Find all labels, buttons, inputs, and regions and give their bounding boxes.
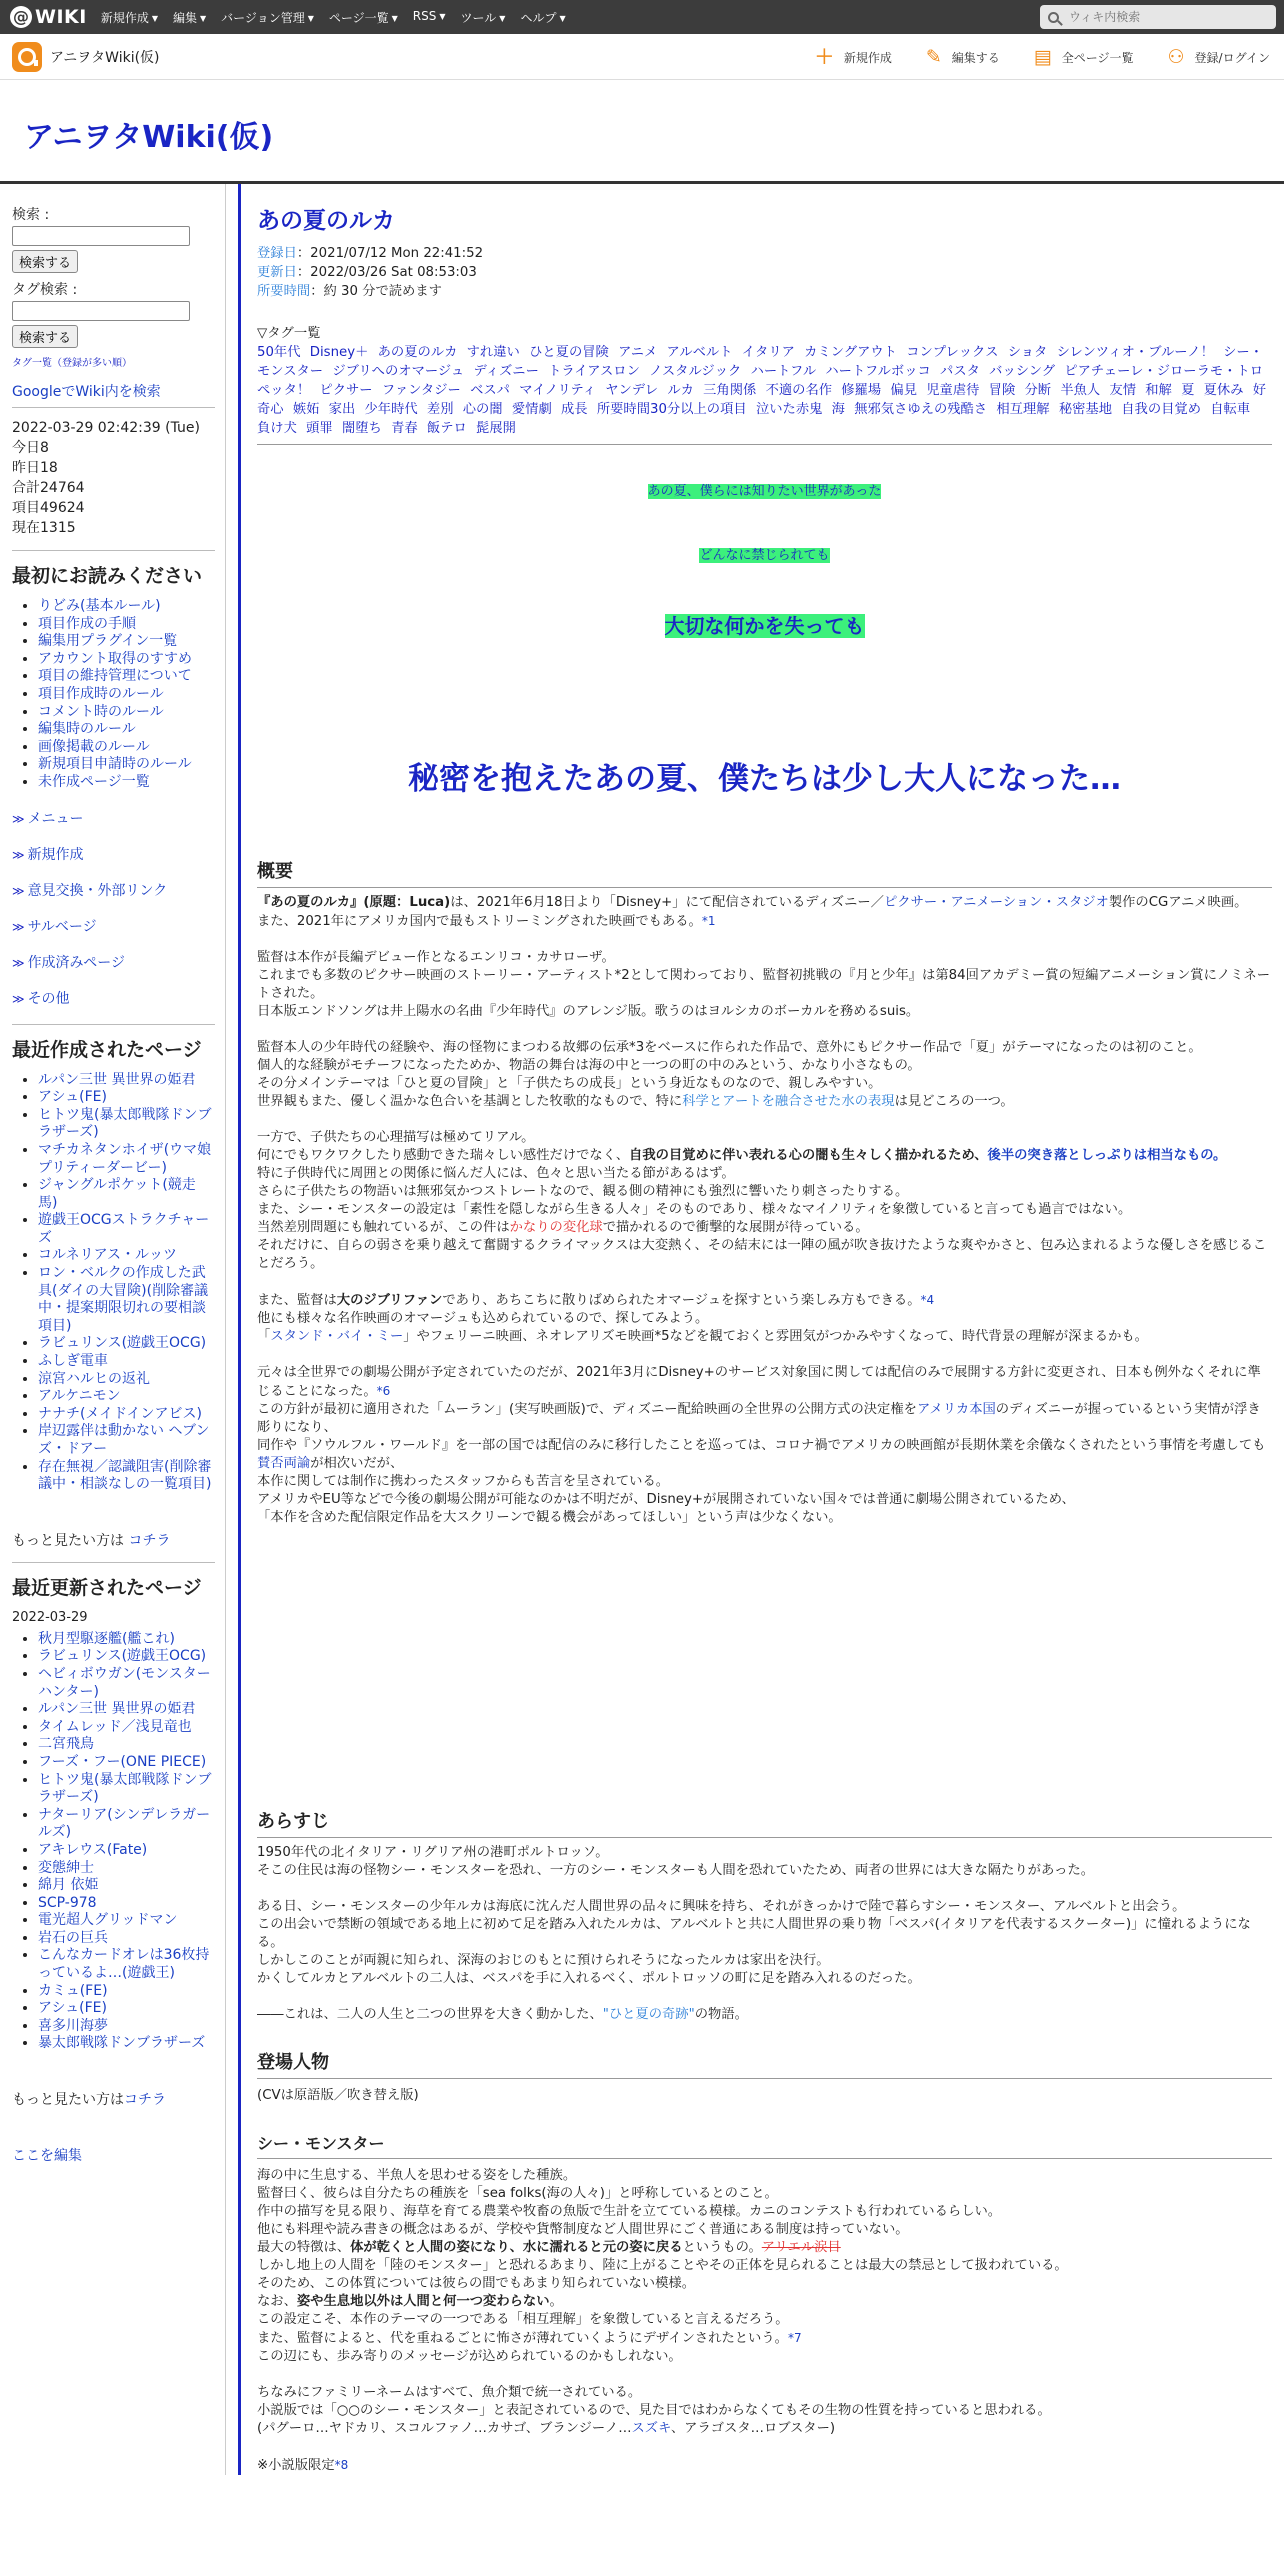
chevron-down-icon: ▼ <box>200 13 207 23</box>
recent-updated-heading: 最近更新されたページ <box>12 1562 215 1600</box>
login-button[interactable]: ⚇ 登録/ログイン <box>1167 45 1270 68</box>
read-first-item[interactable]: 未作成ページ一覧 <box>38 773 150 790</box>
usa-link[interactable]: アメリカ本国 <box>916 1402 996 1417</box>
menu-new[interactable]: 新規作成 ▼ <box>100 10 158 25</box>
tag-link[interactable]: コンプレックス <box>906 345 999 360</box>
tag-link[interactable]: マイノリティ <box>519 383 597 398</box>
tag-toggle[interactable]: ▽タグ一覧 <box>257 326 321 341</box>
footnote-link[interactable]: *8 <box>334 2458 349 2472</box>
wiki-search-box <box>1040 5 1276 29</box>
recent-updated-item[interactable]: SCP-978 <box>38 1894 97 1911</box>
read-first-item[interactable]: 項目の維持管理について <box>38 668 192 685</box>
tag-link[interactable]: ジブリへのオマージュ <box>332 364 465 379</box>
recent-created-item[interactable]: コルネリアス・ルッツ <box>38 1247 178 1264</box>
tag-link[interactable]: 児童虐待 <box>926 383 980 398</box>
tag-link[interactable]: シー・モンスター <box>257 345 1264 379</box>
recent-updated-item[interactable]: アシュ(FE) <box>38 2000 107 2017</box>
toolbar-actions <box>781 34 1270 80</box>
tag-link[interactable]: イタリア <box>741 345 795 360</box>
read-first-item[interactable]: りどみ(基本ルール) <box>38 598 161 614</box>
read-first-list <box>12 598 215 792</box>
characters-note: (CVは原語版／吹き替え版) <box>257 2088 419 2103</box>
tag-link[interactable]: 差別 <box>426 402 454 417</box>
readtime-value: ：約 30 分で読めます <box>310 284 442 299</box>
sidebar-link-opinion[interactable]: ≫ 意見交換・外部リンク <box>12 882 168 899</box>
double-chevron-right-icon: ≫ <box>12 811 25 826</box>
tag-link[interactable]: 頭罪 <box>306 421 333 436</box>
tag-search-label: タグ検索 : <box>12 282 78 298</box>
access-counter <box>12 418 215 538</box>
overview-heading: 概要 <box>257 863 1272 888</box>
tagline-3: 大切な何かを失っても <box>664 614 865 638</box>
tag-link[interactable]: ショタ <box>1007 345 1048 360</box>
synopsis-body: 1950年代の北イタリア・リグリア州の港町ポルトロッソ。 そこの住民は海の怪物シー・モンスターを恐れ、一方のシー・モンスターも人間を恐れていたため、両者の世界には大きな隔たりがあった。 ある日、シー・モンスターの少年ルカは海底に沈んだ人間世界の品々に興味を持ち、それがきっかけで陸で暮らすシー・モンスター、アルベルトと出会う。 この出会いで禁断の領域である地上に初めて足を踏み入れたルカは、アルベルトと共に人間世界の乗り物「ベスパ(イタリアを代表するスクーター)」に憧れるようになる。 しかしこのことが両親に知られ、深海のおじのもとに預けられそうになったルカは家出を決行。 かくしてルカとアルベルトの二人は、ベスパを手に入れるべく、ポルトロッソの町に足を踏み入れるのだった。 ――これは、二人の人生と二つの世界を大きく動かした、"ひと夏の奇跡"の物語。 <box>257 1845 1251 2022</box>
tag-link[interactable]: ピクサー <box>319 383 373 398</box>
tag-cloud <box>257 343 1272 438</box>
tag-search-input[interactable] <box>12 301 190 321</box>
menu-tools[interactable]: ツール ▼ <box>460 10 506 25</box>
tag-link[interactable]: 成長 <box>560 402 588 417</box>
updated-date: ：2022/03/26 Sat 08:53:03 <box>296 265 477 280</box>
tag-link[interactable]: 心の闇 <box>462 402 503 417</box>
tag-link[interactable]: 秘密基地 <box>1058 402 1112 417</box>
suzuki-link[interactable]: スズキ <box>631 2421 671 2436</box>
recent-updated-item[interactable]: 岩石の巨兵 <box>38 1929 108 1946</box>
read-first-heading: 最初にお読みください <box>12 550 215 588</box>
recent-updated-item[interactable]: 喜多川海夢 <box>38 2017 108 2034</box>
tag-link[interactable]: 友情 <box>1109 383 1137 398</box>
tag-link[interactable]: Disney＋ <box>309 345 369 360</box>
sidebar-link-salvage[interactable]: ≫ サルベージ <box>12 918 97 935</box>
tag-list-link[interactable]: タグ一覧（登録が多い順） <box>12 358 132 369</box>
read-first-item[interactable]: 項目作成時のルール <box>38 685 164 702</box>
tagline-1: あの夏、僕らには知りたい世界があった <box>647 484 882 499</box>
read-first-item[interactable]: 編集用プラグイン一覧 <box>38 633 178 650</box>
tag-link[interactable]: 闇堕ち <box>341 421 382 436</box>
recent-created-item[interactable]: 遊戯王OCGストラクチャーズ <box>38 1212 210 1246</box>
tag-link[interactable]: 泣いた赤鬼 <box>755 402 823 417</box>
tag-link[interactable]: バッシング <box>989 364 1056 379</box>
site-name[interactable]: アニヲタWiki(仮) <box>50 49 160 66</box>
search-label: 検索 : <box>12 207 50 223</box>
readtime-label: 所要時間 <box>257 284 311 299</box>
recent-created-list <box>12 1072 215 1494</box>
tag-link[interactable]: 飯テロ <box>426 421 467 436</box>
recent-created-item[interactable]: アルケニモン <box>38 1388 121 1405</box>
read-first-item[interactable]: 新規項目申請時のルール <box>38 756 192 773</box>
chevron-down-icon: ▼ <box>559 13 566 23</box>
chevron-down-icon: ▼ <box>391 13 398 23</box>
tag-link[interactable]: すれ違い <box>466 345 520 360</box>
tag-link[interactable]: アルベルト <box>666 345 733 360</box>
miracle-link[interactable]: "ひと夏の奇跡" <box>602 2007 695 2022</box>
tag-link[interactable]: 自我の目覚め <box>1121 402 1202 417</box>
tag-link[interactable]: 夏休み <box>1203 383 1244 398</box>
tag-link[interactable]: シレンツィオ・ブルーノ！ <box>1056 345 1214 360</box>
tag-link[interactable]: 髭展開 <box>476 421 516 436</box>
tag-link[interactable]: ヤンデレ <box>605 383 659 398</box>
recent-updated-item[interactable]: 変態紳士 <box>38 1859 94 1876</box>
tag-search-button[interactable]: 検索する <box>12 325 78 348</box>
tag-link[interactable]: 自転車 <box>1210 402 1251 417</box>
recent-updated-item[interactable]: こんなカードオレは36枚持っているよ…(遊戯王) <box>38 1947 210 1982</box>
wiki-logo-text: WIKI <box>35 6 87 28</box>
recent-updated-item[interactable]: フーズ・フー(ONE PIECE) <box>38 1753 207 1770</box>
tag-link[interactable]: 嫉妬 <box>292 402 320 417</box>
tag-link[interactable]: 海 <box>831 402 845 417</box>
recent-created-item[interactable]: ロン・ベルクの作成した武具(ダイの大冒険)(削除審議中・提案期限切れの要相談項目) <box>38 1265 209 1334</box>
double-chevron-right-icon: ≫ <box>12 919 25 934</box>
menu-rss[interactable]: RSS ▼ <box>412 8 446 23</box>
tag-link[interactable]: 青春 <box>391 421 418 436</box>
recent-updated-item[interactable]: 暴太郎戦隊ドンブラザーズ <box>38 2035 206 2052</box>
recent-created-item[interactable]: 涼宮ハルヒの返礼 <box>38 1370 150 1387</box>
new-page-button[interactable]: ＋ 新規作成 <box>814 45 892 68</box>
tagline-main: 秘密を抱えたあの夏、僕たちは少し大人になった… <box>408 761 1121 797</box>
registered-label: 登録日 <box>257 246 297 261</box>
tag-link[interactable]: 分断 <box>1024 383 1052 398</box>
tag-link[interactable]: トライアスロン <box>548 364 640 379</box>
footnote-link[interactable]: *4 <box>920 1293 935 1307</box>
tag-link[interactable]: ピアチェーレ・ジローラモ・トロペッタ！ <box>257 364 1264 398</box>
double-chevron-right-icon: ≫ <box>12 955 25 970</box>
water-expression-link[interactable]: 科学とアートを融合させた水の表現 <box>682 1094 895 1109</box>
sidebar-search-button[interactable]: 検索する <box>12 250 78 273</box>
footnote-link[interactable]: *7 <box>787 2331 802 2345</box>
pages-icon: ▤ <box>1033 45 1052 68</box>
tag-link[interactable]: 夏 <box>1181 383 1195 398</box>
footnote-link[interactable]: *6 <box>376 1384 391 1398</box>
double-chevron-right-icon: ≫ <box>12 883 25 898</box>
top-menu <box>101 9 581 26</box>
recent-updated-item[interactable]: ヒトツ鬼(暴太郎戦隊ドンブラザーズ) <box>38 1771 212 1806</box>
menu-version[interactable]: バージョン管理 ▼ <box>221 10 314 25</box>
sea-monster-heading: シー・モンスター <box>257 2135 1272 2159</box>
top-bar <box>0 0 1284 34</box>
page-title: あの夏のルカ <box>257 208 395 234</box>
all-pages-button[interactable]: ▤ 全ページ一覧 <box>1033 45 1134 68</box>
tag-link[interactable]: アニメ <box>618 345 658 360</box>
recent-created-item[interactable]: ヒトツ鬼(暴太郎戦隊ドンブラザーズ) <box>38 1106 212 1141</box>
recent-updated-item[interactable]: 電光超人グリッドマン <box>38 1912 178 1929</box>
recent-created-heading: 最近作成されたページ <box>12 1024 215 1062</box>
updated-label: 更新日 <box>257 265 297 280</box>
sidebar-search-input[interactable] <box>12 226 190 246</box>
counter-yesterday: 昨日18 <box>12 460 58 476</box>
recent-created-item[interactable]: ナナチ(メイドインアビス) <box>38 1405 202 1422</box>
footnote-link[interactable]: *1 <box>701 914 716 928</box>
read-first-item[interactable]: アカウント取得のすすめ <box>38 650 192 667</box>
sidebar-link-created[interactable]: ≫ 作成済みページ <box>12 954 126 971</box>
tag-link[interactable]: ハートフルボッコ <box>825 364 931 379</box>
tag-link[interactable]: ひと夏の冒険 <box>529 345 609 360</box>
double-chevron-right-icon: ≫ <box>12 847 25 862</box>
wiki-title[interactable]: アニヲタWiki(仮) <box>24 120 274 155</box>
recent-created-item[interactable]: ラビュリンス(遊戯王OCG) <box>38 1335 207 1352</box>
wiki-search-input[interactable] <box>1067 9 1257 25</box>
tag-link[interactable]: ベスパ <box>470 383 510 398</box>
recent-updated-date: 2022-03-29 <box>12 1609 88 1625</box>
counter-today: 今日8 <box>12 440 49 456</box>
tag-link[interactable]: 偏見 <box>890 383 917 398</box>
google-search-link[interactable]: GoogleでWiki内を検索 <box>12 384 161 400</box>
tag-link[interactable]: 半魚人 <box>1060 383 1101 398</box>
recent-updated-item[interactable]: タイムレッド／浅見竜也 <box>38 1718 192 1735</box>
chevron-down-icon: ▼ <box>439 11 446 21</box>
read-first-item[interactable]: 項目作成の手順 <box>38 615 136 632</box>
sidebar-link-other[interactable]: ≫ その他 <box>12 990 70 1007</box>
wiki-header <box>0 80 1284 184</box>
tag-link[interactable]: ルカ <box>667 383 694 398</box>
tagline-2: どんなに禁じられても <box>699 548 830 563</box>
article <box>238 184 1284 2475</box>
characters-heading: 登場人物 <box>257 2054 1272 2079</box>
tag-link[interactable]: 負け犬 <box>257 421 297 436</box>
edit-sidebar-link[interactable]: ここを編集 <box>12 2148 82 2165</box>
tag-link[interactable]: 好奇心 <box>257 383 1267 417</box>
more-created-link[interactable]: コチラ <box>128 1532 171 1549</box>
tag-link[interactable]: 少年時代 <box>364 402 418 417</box>
menu-pages[interactable]: ページ一覧 ▼ <box>328 10 398 25</box>
wiki-logo-icon: @ <box>10 6 32 28</box>
sidebar <box>0 184 226 2475</box>
tag-link[interactable]: 相互理解 <box>996 402 1050 417</box>
overview-body: 『あの夏のルカ』(原題：Luca)は、2021年6月18日より「Disney+」にて配信されているディズニー／ピクサー・アニメーション・スタジオ製作のCGアニメ映画。 また、2021年にアメリカ国内で最もストリーミングされた映画でもある。*1 監督は本作が長編デビュー作となるエンリコ・カサローザ。 これまでも多数のピクサー映画のストーリー・アーティスト*2として関わっており、監督初挑戦の『月と少年』は第84回アカデミー賞の短編アニメーション賞にノミネートされた。 日本版エンドソングは井上陽水の名曲『少年時代』のアレンジ版。歌うのはヨルシカのボーカルを務めるsuis。 監督本人の少年時代の経験や、海の怪物にまつわる故郷の伝承*3をベースに作られた作品で、意外にもピクサー作品で「夏」がテーマになったのは初のこと。 個人的な経験がモチーフになったためか、物語の舞台は海の中と一つの町の中のみという、かなり小さなもの。 その分メインテーマは「ひと夏の冒険」と「子供たちの成長」という身近なものなので、親しみやすい。 世界観もまた、優しく温かな色合いを基調とした牧歌的なもので、特に科学とアートを融合させた水の表現は見どころの一つ。 一方で、子供たちの心理描写は極めてリアル。 何にでもワクワクしたり感動できた瑞々しい感性だけでなく、自我の目覚めに伴い表れる心の闇も生々しく描かれるため、後半の突き落としっぷりは相当なもの。 特に子供時代に周囲との関係に悩んだ人には、色々と思い当たる節があるはず。 さらに子供たちの物語いは無邪気かつストレートなので、観る側の精神にも強烈に響いたり刺さったりする。 また、シー・モンスターの設定は「素性を隠しながら生きる人々」そのものであり、様々なマイノリティを象徴していると言っても過言ではない。 当然差別問題にも触れているが、この件はかなりの変化球で描かれるので衝撃的な展開が待っている。 それだけに、自らの弱さを乗り越えて奮闘するクライマックスは大変熱く、その結末には一陣の風が吹き抜けたような爽やかさと、包み込まれるような優しさを感じることだろう。 また、監督は大のジブリファンであり、あちこちに散りばめられたオマージュを探すという楽しみ方もできる。*4 他にも様々な名作映画のオマージュも込められているので、探してみよう。 「スタンド・バイ・ミー」やフェリーニ映画、ネオレアリズモ映画*5などを観ておくと雰囲気がつかみやすくなって、時代背景の理解が深まるかも。 元々は全世界での劇場公開が予定されていたのだが、2021年3月にDisney+のサービス対象国に関しては配信のみで展開する方針に変更され、日本も例外なくそれに準じることになった。*6 この方針が最初に適用された「ムーラン」(実写映画版)で、ディズニー配給映画の全世界の公開方式の決定権をアメリカ本国のディズニーが握っているという実情が浮き彫りになり、 同作や『ソウルフル・ワールド』を一部の国では配信のみに移行したことを巡っては、コロナ禍でアメリカの映画館が長期休業を余儀なくされたという事情を考慮しても賛否両論が相次いだが、 本作に関しては制作に携わったスタッフからも苦言を呈されている。 アメリカやEU等などで今後の劇場公開が可能なのかは不明だが、Disney+が展開されていない国々では普通に劇場公開されているため、 「本作を含めた配信限定作品を大スクリーンで観る機会があってほしい」という声は少なくない。 <box>257 895 1271 1525</box>
recent-updated-item[interactable]: 秋月型駆逐艦(艦これ) <box>38 1630 175 1647</box>
counter-items: 項目49624 <box>12 500 85 516</box>
tag-link[interactable]: 家出 <box>328 402 356 417</box>
stand-by-me-link[interactable]: スタンド・バイ・ミー <box>270 1329 404 1344</box>
tag-link[interactable]: 冒険 <box>988 383 1016 398</box>
recent-created-item[interactable]: 岸辺露伴は動かない ヘブンズ・ドアー <box>38 1423 210 1457</box>
wiki-logo[interactable] <box>10 6 87 28</box>
tag-link[interactable]: 和解 <box>1145 383 1172 398</box>
recent-updated-item[interactable]: ナターリア(シンデレラガールズ) <box>38 1806 211 1841</box>
plus-icon: ＋ <box>814 45 834 68</box>
pixar-link[interactable]: ピクサー・アニメーション・スタジオ <box>883 895 1109 910</box>
recent-created-item[interactable]: ふしぎ電車 <box>38 1353 108 1370</box>
tag-link[interactable]: 三角関係 <box>703 383 757 398</box>
tag-link[interactable]: ディズニー <box>473 364 539 379</box>
tag-link[interactable]: 不適の名作 <box>765 383 833 398</box>
edit-button[interactable]: ✎ 編集する <box>925 45 1000 68</box>
read-first-item[interactable]: 編集時のルール <box>38 721 136 738</box>
recent-updated-item[interactable]: ラビュリンス(遊戯王OCG) <box>38 1648 207 1665</box>
read-first-item[interactable]: コメント時のルール <box>38 703 164 720</box>
recent-updated-item[interactable]: ルパン三世 異世界の姫君 <box>38 1701 196 1718</box>
recent-updated-item[interactable]: 綿月 依姫 <box>38 1877 99 1894</box>
counter-datetime: 2022-03-29 02:42:39 (Tue) <box>12 420 200 436</box>
recent-updated-list <box>12 1631 215 2053</box>
site-logo-icon[interactable] <box>12 42 42 72</box>
recent-updated-item[interactable]: アキレウス(Fate) <box>38 1841 148 1858</box>
tag-link[interactable]: ノスタルジック <box>649 364 742 379</box>
recent-updated-item[interactable]: 二宮飛鳥 <box>38 1736 94 1753</box>
recent-created-item[interactable]: 存在無視／認識阻害(削除審議中・相談なしの一覧項目) <box>38 1458 212 1493</box>
search-icon[interactable] <box>1048 12 1059 23</box>
synopsis-heading: あらすじ <box>257 1813 1272 1838</box>
recent-updated-item[interactable]: ヘビィボウガン(モンスターハンター) <box>38 1665 211 1700</box>
sidebar-link-new[interactable]: ≫ 新規作成 <box>12 846 84 863</box>
tag-link[interactable]: ファンタジー <box>381 383 461 398</box>
tag-link[interactable]: あの夏のルカ <box>377 345 458 360</box>
tag-link[interactable]: 50年代 <box>257 345 301 360</box>
user-add-icon: ⚇ <box>1167 45 1185 68</box>
article-meta <box>257 244 1272 301</box>
tag-link[interactable]: 修羅場 <box>841 383 882 398</box>
recent-created-item[interactable]: アシュ(FE) <box>38 1089 107 1106</box>
counter-total: 合計24764 <box>12 480 85 496</box>
menu-help[interactable]: ヘルプ ▼ <box>520 10 566 25</box>
more-updated: もっと見たい方はコチラ <box>12 2092 166 2109</box>
tag-link[interactable]: 無邪気さゆえの残酷さ <box>854 402 988 417</box>
chevron-down-icon: ▼ <box>307 13 314 23</box>
site-toolbar <box>0 34 1284 80</box>
pencil-icon: ✎ <box>925 45 942 68</box>
chevron-down-icon: ▼ <box>151 13 158 23</box>
registered-date: ：2021/07/12 Mon 22:41:52 <box>296 246 484 261</box>
recent-created-item[interactable]: マチカネタンホイザ(ウマ娘 プリティーダービー) <box>38 1141 212 1176</box>
tag-link[interactable]: カミングアウト <box>804 345 897 360</box>
tag-link[interactable]: 所要時間30分以上の項目 <box>596 402 747 417</box>
tag-link[interactable]: 愛情劇 <box>511 402 552 417</box>
pros-cons-link[interactable]: 賛否両論 <box>257 1456 311 1471</box>
double-chevron-right-icon: ≫ <box>12 991 25 1006</box>
recent-created-item[interactable]: ジャングルポケット(競走馬) <box>38 1177 196 1211</box>
more-created: もっと見たい方は コチラ <box>12 1532 171 1549</box>
read-first-item[interactable]: 画像掲載のルール <box>38 738 150 755</box>
counter-online: 現在1315 <box>12 520 76 536</box>
chevron-down-icon: ▼ <box>499 13 506 23</box>
more-updated-link[interactable]: コチラ <box>124 2092 166 2109</box>
recent-updated-item[interactable]: カミュ(FE) <box>38 1982 108 1999</box>
tag-link[interactable]: ハートフル <box>750 364 817 379</box>
menu-edit[interactable]: 編集 ▼ <box>173 10 207 25</box>
sidebar-link-menu[interactable]: ≫ メニュー <box>12 810 84 827</box>
sea-monster-body: 海の中に生息する、半魚人を思わせる姿をした種族。 監督曰く、彼らは自分たちの種族を「sea folks(海の人々)」と呼称しているとのこと。 作中の描写を見る限り、海草を育てる農業や牧畜の魚版で生計を立てている模様。カニのコンテストも行われているらしい。 他にも料理や読み書きの概念はあるが、学校や貨幣制度など人間世界にごく普通にある制度は持っていない。 最大の特徴は、体が乾くと人間の姿になり、水に濡れると元の姿に戻るというもの。アリエル涙目 しかし地上の人間を「陸のモンスター」と恐れるあまり、陸に上がることやその正体を見られることは最大の禁忌として扱われている。 そのため、この体質については彼らの間でもあまり知られていない模様。 なお、姿や生息地以外は人間と何一つ変わらない。 この設定こそ、本作のテーマの一つである「相互理解」を象徴していると言えるだろう。 また、監督によると、代を重ねるごとに怖さが薄れていくようにデザインされたという。*7 この辺にも、歩み寄りのメッセージが込められているのかもしれない。 ちなみにファミリーネームはすべて、魚介類で統一されている。 小説版では「○○のシー・モンスター」と表記されているので、見た目ではわからなくてもその生物の性質を持っていると思われる。 (パグーロ…ヤドカリ、スコルファノ…カサゴ、ブランジーノ…スズキ、アラゴスタ…ロブスター) ※小説版限定*8 <box>257 2168 1068 2473</box>
recent-created-item[interactable]: ルパン三世 異世界の姫君 <box>38 1071 196 1088</box>
tag-link[interactable]: パスタ <box>940 364 980 379</box>
